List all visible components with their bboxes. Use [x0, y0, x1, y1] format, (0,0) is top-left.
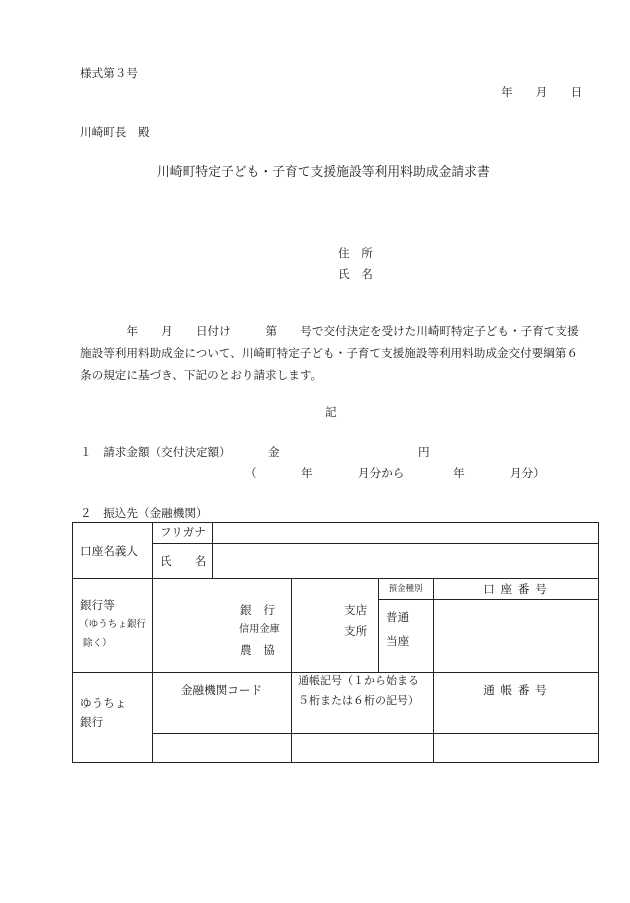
bank-code-field	[153, 734, 291, 762]
body-line-1: 年 月 日付け 第 号で交付決定を受けた川崎町特定子ども・子育て支援	[80, 324, 579, 338]
applicant-address-label: 住 所	[338, 246, 373, 260]
bank-type-credit-union: 信用金庫	[239, 624, 280, 635]
account-number-field	[434, 600, 598, 672]
account-holder-label: 口座名義人	[80, 544, 138, 558]
request-amount-label: １ 請求金額（交付決定額）	[80, 445, 231, 459]
transfer-destination-label: ２ 振込先（金融機関）	[80, 506, 208, 520]
deposit-type-current: 当座	[386, 634, 410, 648]
yucho-label-line-1: ゆうちょ	[80, 696, 127, 710]
period-month-from: 月分から	[358, 466, 405, 480]
holder-name-label: 氏 名	[160, 554, 207, 568]
bank-code-header: 金融機関コード	[180, 683, 263, 697]
bank-label: 銀行等	[80, 598, 115, 612]
bank-type-bank: 銀 行	[240, 603, 275, 617]
holder-name-field	[213, 544, 598, 578]
passbook-symbol-header-line-2: ５桁または６桁の記号）	[298, 694, 419, 707]
passbook-symbol-field	[292, 734, 433, 762]
bank-note-line-2: 除く）	[83, 638, 112, 649]
ki-heading: 記	[325, 405, 337, 419]
branch-type-sub-branch: 支所	[344, 624, 368, 638]
body-line-3: 条の規定に基づき、下記のとおり請求します。	[80, 368, 323, 382]
period-month-to: 月分）	[510, 466, 545, 480]
period-open-paren: （	[245, 466, 257, 480]
furigana-field	[213, 523, 598, 543]
bank-account-table	[72, 522, 599, 763]
bank-note-line-1: （ゆうちょ銀行	[79, 619, 147, 630]
account-number-header: 口 座 番 号	[483, 582, 548, 596]
body-line-2: 施設等利用料助成金について、川崎町特定子ども・子育て支援施設等利用料助成金交付要綱第６	[80, 346, 579, 360]
kin-label: 金	[268, 445, 280, 459]
deposit-type-header: 預金種別	[388, 584, 423, 594]
yucho-label-line-2: 銀行	[80, 715, 104, 729]
deposit-type-ordinary: 普通	[386, 610, 410, 624]
addressee: 川崎町長 殿	[80, 125, 150, 139]
date-line: 年 月 日	[501, 85, 583, 99]
document-title: 川崎町特定子ども・子育て支援施設等利用料助成金請求書	[157, 165, 490, 180]
furigana-label: フリガナ	[160, 525, 206, 539]
yen-label: 円	[418, 445, 430, 459]
passbook-symbol-header-line-1: 通帳記号（１から始まる	[298, 674, 419, 687]
passbook-number-field	[434, 734, 598, 762]
form-number: 様式第３号	[80, 66, 138, 80]
period-year-start: 年	[301, 466, 313, 480]
branch-type-branch: 支店	[344, 603, 368, 617]
applicant-name-label: 氏 名	[338, 267, 373, 281]
passbook-number-header: 通 帳 番 号	[483, 683, 548, 697]
bank-type-agri-coop: 農 協	[240, 643, 275, 657]
period-year-end: 年	[453, 466, 465, 480]
